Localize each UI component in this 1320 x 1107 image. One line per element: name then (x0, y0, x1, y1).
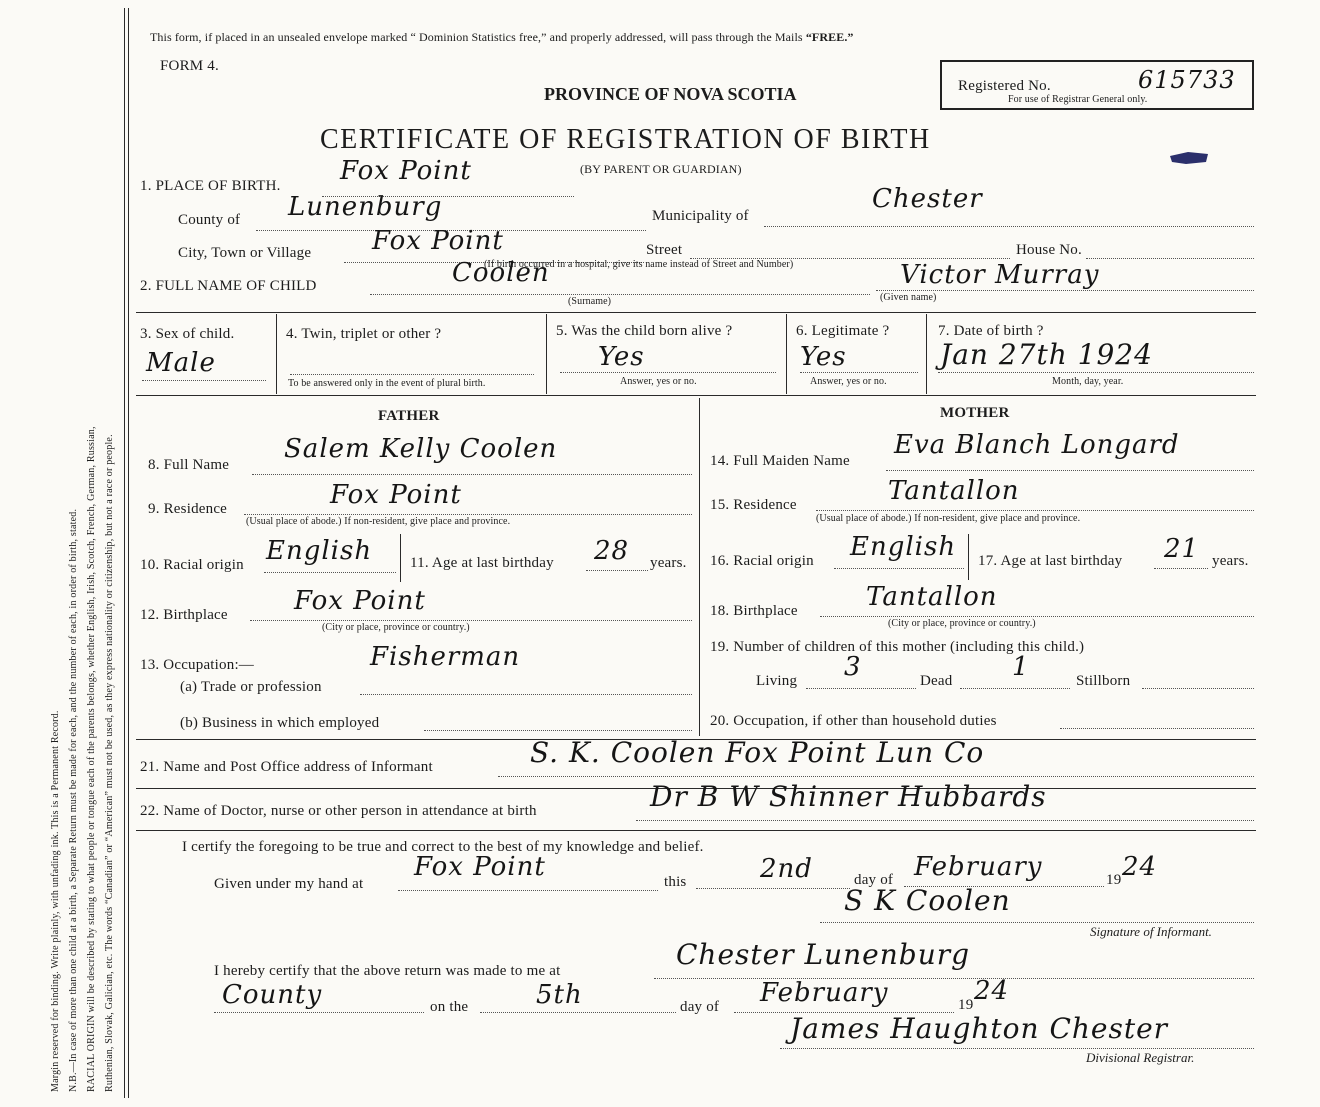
signature-informant-caption: Signature of Informant. (1090, 924, 1212, 939)
margin-note-4: Ruthenian, Slovak, Galician, etc. The words “Canadian” or “American” must not be used, as they express nationality or citizenship, but not a race or people. (104, 434, 115, 1092)
label-born-alive: 5. Was the child born alive ? (556, 323, 733, 339)
twin-note: To be answered only in the event of plural birth. (288, 378, 486, 389)
label-informant: 21. Name and Post Office address of Informant (140, 759, 433, 775)
value-given-name: Victor Murray (900, 260, 1100, 290)
label-business: (b) Business in which employed (180, 715, 380, 731)
column-divider (699, 398, 700, 736)
value-living: 3 (844, 652, 862, 682)
label-place-of-birth: 1. PLACE OF BIRTH. (140, 178, 281, 194)
label-house-no: House No. (1016, 242, 1082, 258)
label-sex: 3. Sex of child. (140, 326, 235, 342)
label-on-the: on the (430, 999, 469, 1015)
value-county: Lunenburg (288, 192, 443, 222)
value-dob: Jan 27th 1924 (940, 338, 1153, 371)
label-occupation: 13. Occupation:— (140, 657, 255, 673)
informant-signature: S K Coolen (844, 884, 1011, 917)
value-on-day: 5th (536, 980, 583, 1010)
margin-note-1: Margin reserved for binding. Write plainly, with unfading ink. This is a Permanent Record. (50, 710, 61, 1092)
mail-notice-text: This form, if placed in an unsealed envelope marked “ Dominion Statistics free,” and properly addressed, will pass through the Mails (150, 30, 803, 44)
label-day-of: day of (854, 872, 894, 888)
surname-note: (Surname) (568, 296, 612, 307)
signature-registrar-caption: Divisional Registrar. (1086, 1050, 1195, 1065)
label-county: County of (178, 212, 241, 228)
mother-years: years. (1212, 553, 1249, 569)
label-legitimate: 6. Legitimate ? (796, 323, 890, 339)
registered-box (940, 60, 1254, 110)
label-children: 19. Number of children of this mother (including this child.) (710, 639, 1085, 655)
label-mother-name: 14. Full Maiden Name (710, 453, 850, 469)
ink-stamp-icon (1168, 146, 1212, 170)
label-father-age: 11. Age at last birthday (410, 555, 554, 571)
label-father-residence: 9. Residence (148, 501, 228, 517)
value-father-residence: Fox Point (330, 480, 462, 510)
value-trade: Fisherman (370, 642, 521, 672)
page-title: CERTIFICATE OF REGISTRATION OF BIRTH (320, 124, 931, 155)
label-mother-age: 17. Age at last birthday (978, 553, 1123, 569)
value-born-alive: Yes (598, 342, 645, 372)
value-municipality: Chester (872, 184, 983, 214)
value-given-at: Fox Point (414, 852, 546, 882)
value-mother-racial: English (850, 532, 957, 562)
hospital-note: (If birth occurred in a hospital, give its name instead of Street and Number) (484, 259, 794, 270)
margin-note-3: RACIAL ORIGIN will be described by stating to what people or tongue each of the parents belongs, whether English, Irish, Scotch, French, German, Russian, (86, 426, 97, 1092)
value-mother-age: 21 (1164, 534, 1200, 564)
certify-statement: I certify the foregoing to be true and correct to the best of my knowledge and belief. (182, 839, 704, 855)
value-legitimate: Yes (800, 342, 847, 372)
value-on-year: 24 (974, 976, 1010, 1006)
mother-residence-note: (Usual place of abode.) If non-resident, give place and province. (816, 513, 1081, 524)
label-on-year: 19 (958, 997, 974, 1013)
label-father-racial: 10. Racial origin (140, 557, 244, 573)
label-mother-birthplace: 18. Birthplace (710, 603, 798, 619)
label-given-at: Given under my hand at (214, 876, 364, 892)
mother-heading: MOTHER (940, 405, 1010, 421)
mail-free: “FREE.” (805, 30, 854, 44)
value-sex: Male (146, 348, 216, 378)
label-father-name: 8. Full Name (148, 457, 230, 473)
label-dead: Dead (920, 673, 953, 689)
value-father-age: 28 (594, 536, 630, 566)
value-surname: Coolen (452, 258, 550, 288)
margin-divider (124, 8, 125, 1098)
dob-note: Month, day, year. (1052, 376, 1124, 387)
value-hereby-place: Chester Lunenburg (676, 938, 971, 971)
given-name-note: (Given name) (880, 292, 937, 303)
legit-note: Answer, yes or no. (810, 376, 887, 387)
label-dob: 7. Date of birth ? (938, 323, 1044, 339)
registered-label: Registered No. (958, 78, 1051, 94)
father-heading: FATHER (378, 408, 440, 424)
label-municipality: Municipality of (652, 208, 749, 224)
registered-number: 615733 (1138, 66, 1236, 94)
label-living: Living (756, 673, 798, 689)
subtitle: (BY PARENT OR GUARDIAN) (580, 162, 742, 176)
mail-notice (150, 30, 854, 45)
value-on-month: February (760, 978, 889, 1008)
label-twin: 4. Twin, triplet or other ? (286, 326, 442, 342)
label-doctor: 22. Name of Doctor, nurse or other person in attendance at birth (140, 803, 537, 819)
value-month: February (914, 852, 1043, 882)
margin-note-2: N.B.—In case of more than one child at a birth, a Separate Return must be made for each, and the number of each, in order of birth, stated. (68, 508, 79, 1092)
label-stillborn: Stillborn (1076, 673, 1131, 689)
value-dead: 1 (1012, 652, 1030, 682)
value-mother-birthplace: Tantallon (866, 582, 998, 612)
label-mother-residence: 15. Residence (710, 497, 797, 513)
value-place-of-birth: Fox Point (340, 156, 472, 186)
label-year: 19 (1106, 872, 1122, 888)
registrar-signature: James Haughton Chester (790, 1012, 1169, 1045)
province-heading: PROVINCE OF NOVA SCOTIA (544, 84, 797, 104)
mother-birthplace-note: (City or place, province or country.) (888, 618, 1036, 629)
label-mother-occupation: 20. Occupation, if other than household duties (710, 713, 997, 729)
label-street: Street (646, 242, 683, 258)
value-day: 2nd (760, 854, 813, 884)
label-full-name: 2. FULL NAME OF CHILD (140, 278, 317, 294)
label-father-birthplace: 12. Birthplace (140, 607, 228, 623)
value-father-racial: English (266, 536, 373, 566)
label-city: City, Town or Village (178, 245, 312, 261)
father-birthplace-note: (City or place, province or country.) (322, 622, 470, 633)
value-mother-residence: Tantallon (888, 476, 1020, 506)
father-residence-note: (Usual place of abode.) If non-resident, give place and province. (246, 516, 511, 527)
alive-note: Answer, yes or no. (620, 376, 697, 387)
label-on-day-of: day of (680, 999, 720, 1015)
margin-divider-inner (128, 8, 129, 1098)
label-trade: (a) Trade or profession (180, 679, 322, 695)
value-mother-name: Eva Blanch Longard (894, 430, 1180, 460)
registered-note: For use of Registrar General only. (1008, 94, 1148, 105)
value-year: 24 (1122, 852, 1158, 882)
value-informant: S. K. Coolen Fox Point Lun Co (530, 736, 985, 769)
value-city: Fox Point (372, 226, 504, 256)
value-father-birthplace: Fox Point (294, 586, 426, 616)
label-this: this (664, 874, 687, 890)
form-number: FORM 4. (160, 58, 219, 74)
father-years: years. (650, 555, 687, 571)
value-doctor: Dr B W Shinner Hubbards (650, 780, 1047, 813)
label-hereby: I hereby certify that the above return was made to me at (214, 963, 561, 979)
label-mother-racial: 16. Racial origin (710, 553, 814, 569)
value-father-name: Salem Kelly Coolen (284, 434, 558, 464)
value-county-word: County (222, 980, 323, 1010)
